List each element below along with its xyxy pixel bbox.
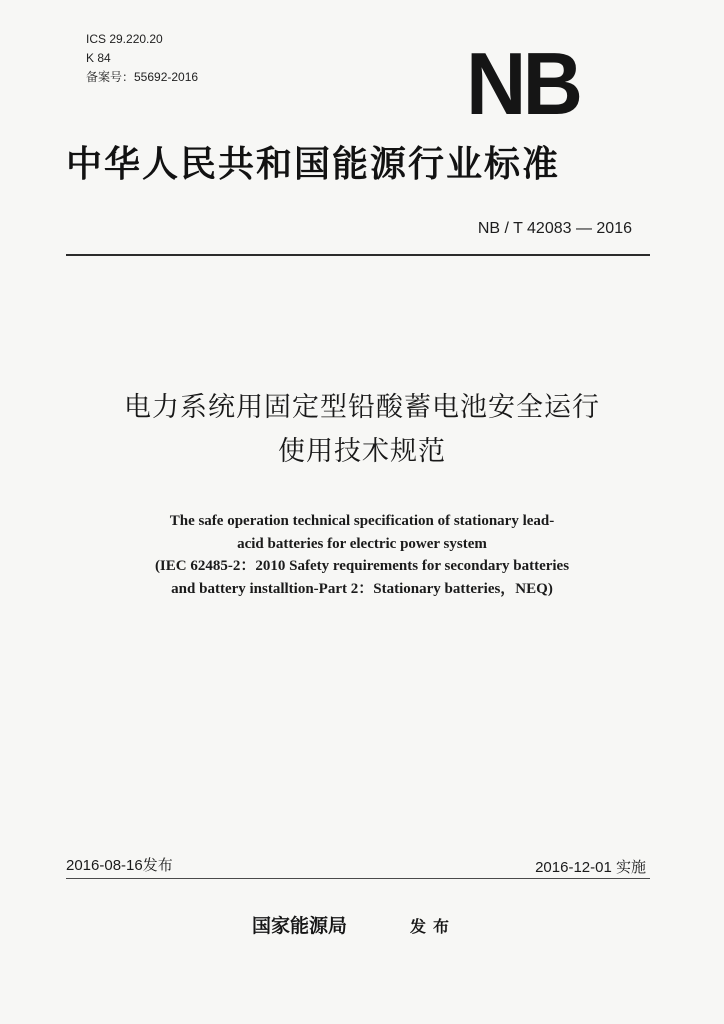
top-divider xyxy=(66,254,650,256)
chinese-title-line-2: 使用技术规范 xyxy=(278,436,446,467)
bottom-divider xyxy=(66,878,650,879)
ics-code: ICS 29.220.20 xyxy=(86,32,163,46)
publisher-name: 国家能源局 xyxy=(252,915,348,937)
publish-label: 发布 xyxy=(410,917,457,936)
chinese-title xyxy=(66,386,658,474)
chinese-title-line-1: 电力系统用固定型铅酸蓄电池安全运行 xyxy=(124,392,600,423)
standard-number: NB / T 42083 — 2016 xyxy=(477,220,632,237)
organization-title: 中华人民共和国能源行业标准 xyxy=(66,143,561,185)
classification-block xyxy=(86,30,198,87)
english-title-line-4: and battery installtion-Part 2：Stationary batteries，NEQ) xyxy=(171,580,553,597)
english-title-line-3: (IEC 62485-2：2010 Safety requirements for secondary batteries xyxy=(154,558,570,574)
english-title xyxy=(78,510,646,600)
ccs-code: K 84 xyxy=(86,51,111,65)
implementation-date: 2016-12-01 实施 xyxy=(535,859,646,876)
english-title-line-1: The safe operation technical specification of stationary lead- xyxy=(169,513,555,529)
record-number: 备案号：55692-2016 xyxy=(86,70,199,84)
issue-date: 2016-08-16发布 xyxy=(66,857,173,874)
english-title-line-2: acid batteries for electric power system xyxy=(237,535,487,552)
nb-logo: NB xyxy=(466,34,580,133)
